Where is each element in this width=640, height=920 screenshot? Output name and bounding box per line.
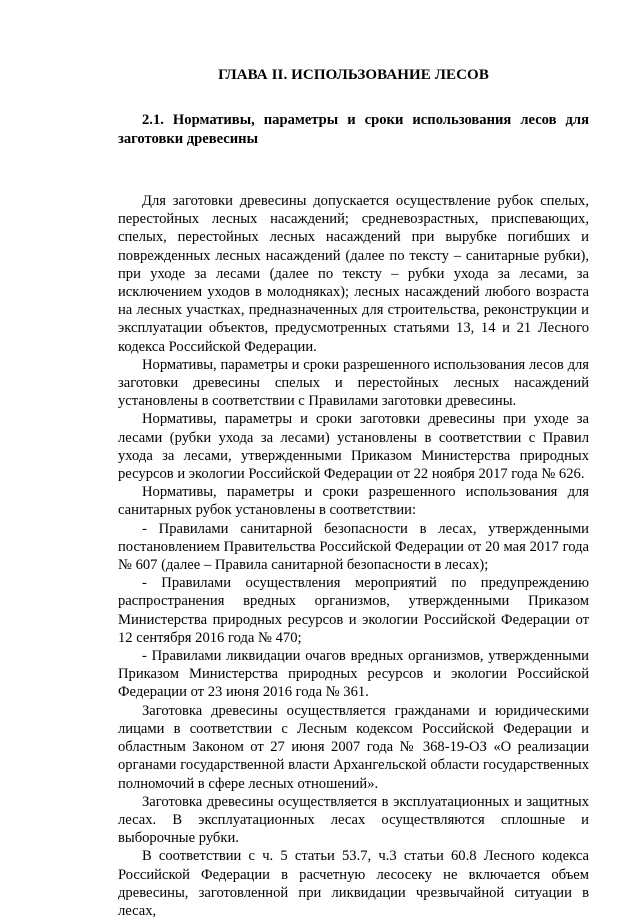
paragraph: Нормативы, параметры и сроки заготовки древесины при уходе за лесами (рубки ухода за лесами) установлены в соответствии с Правил ухода за лесами, утвержденными Приказом Министерства природных ресурсов и экологии Российской Федерации от 22 ноября 2017 года № 626. xyxy=(118,411,589,483)
paragraph: Для заготовки древесины допускается осуществление рубок спелых, перестойных лесных насаждений; средневозрастных, приспевающих, спелых, перестойных лесных насаждений при вырубке погибших и поврежденных лесных насаждений (далее по тексту – санитарные рубки), при уходе за лесами (далее по тексту – рубки ухода за лесами, за исключением уходов в молодняках); лесных насаждений любого возраста на лесных участках, предназначенных для строительства, реконструкции и эксплуатации объектов, предусмотренных статьями 13, 14 и 21 Лесного кодекса Российской Федерации. xyxy=(118,193,589,355)
paragraph: Нормативы, параметры и сроки разрешенного использования лесов для заготовки древесины спелых и перестойных лесных насаждений установлены в соответствии с Правилами заготовки древесины. xyxy=(118,356,589,410)
paragraph: Заготовка древесины осуществляется гражданами и юридическими лицами в соответствии с Лесным кодексом Российской Федерации и областным Законом от 27 июня 2007 года № 368-19-ОЗ «О реализации органами государственной власти Архангельской области государственных полномочий в сфере лесных отношений». xyxy=(118,702,589,792)
paragraph: В соответствии с ч. 5 статьи 53.7, ч.3 статьи 60.8 Лесного кодекса Российской Федерации в расчетную лесосеку не включается объем древесины, заготовленной при ликвидации чрезвычайной ситуации в лесах, xyxy=(118,848,589,919)
paragraph: Нормативы, параметры и сроки разрешенного использования для санитарных рубок установлены в соответствии: xyxy=(118,484,589,519)
paragraph: - Правилами санитарной безопасности в лесах, утвержденными постановлением Правительства Российской Федерации от 20 мая 2017 года № 607 (далее – Правила санитарной безопасности в лесах); xyxy=(118,520,589,574)
paragraph: Заготовка древесины осуществляется в эксплуатационных и защитных лесах. В эксплуатационных лесах осуществляются сплошные и выборочные рубки. xyxy=(118,793,589,847)
chapter-title: ГЛАВА II. ИСПОЛЬЗОВАНИЕ ЛЕСОВ xyxy=(218,67,489,83)
paragraph: - Правилами осуществления мероприятий по предупреждению распространения вредных организмов, утвержденными Приказом Министерства природных ресурсов и экологии Российской Федерации от 12 сентября 2016 года № 470; xyxy=(118,575,589,646)
section-title: 2.1. Нормативы, параметры и сроки использования лесов для заготовки древесины xyxy=(118,112,589,147)
paragraph: - Правилами ликвидации очагов вредных организмов, утвержденными Приказом Министерства природных ресурсов и экологии Российской Федерации от 23 июня 2016 года № 361. xyxy=(118,648,589,701)
document-body xyxy=(118,192,589,920)
